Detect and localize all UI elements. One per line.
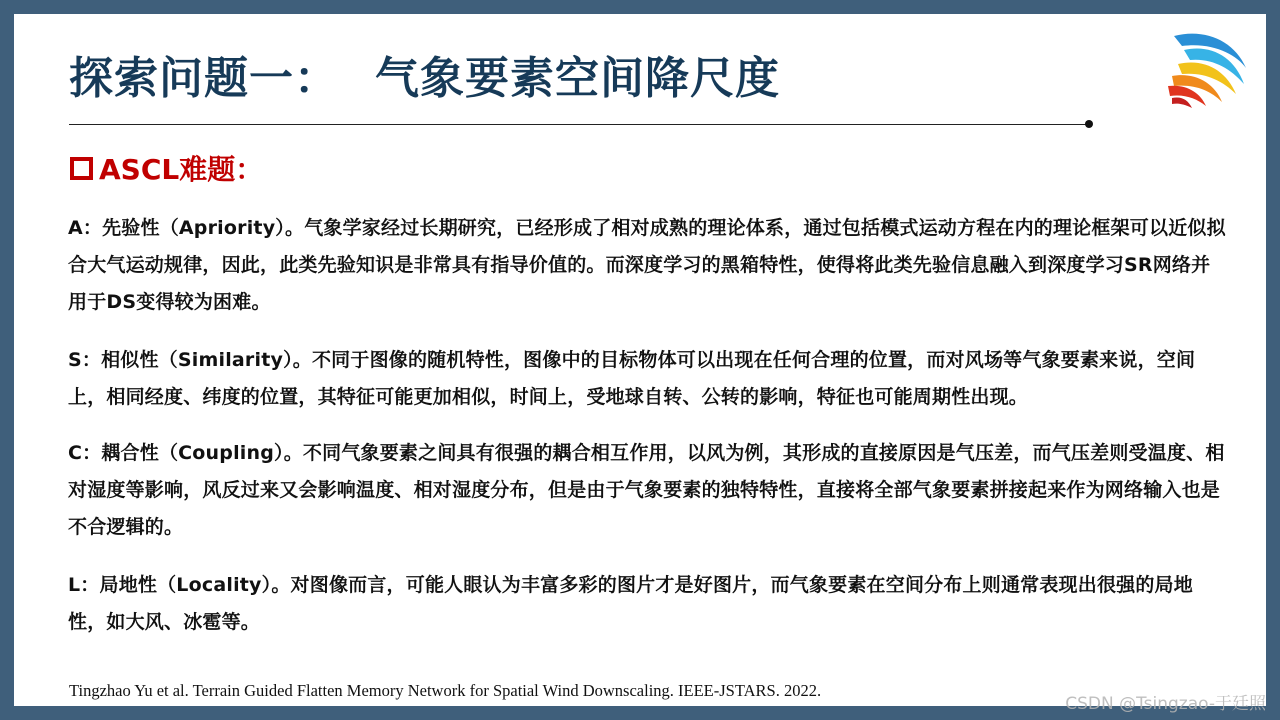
reference-citation: Tingzhao Yu et al. Terrain Guided Flatten Memory Network for Spatial Wind Downscaling. IEEE-JSTARS. 2022.: [69, 681, 822, 700]
slide: [14, 14, 1266, 706]
paragraph-similarity: S：相似性（Similarity）。不同于图像的随机特性，图像中的目标物体可以出现在任何合理的位置，而对风场等气象要素来说，空间上，相同经度、纬度的位置，其特征可能更加相似，时间上，受地球自转、公转的影响，特征也可能周期性出现。: [68, 349, 1196, 408]
subheading-text: ASCL难题：: [99, 153, 264, 186]
paragraph-coupling: C：耦合性（Coupling）。不同气象要素之间具有很强的耦合相互作用，以风为例，其形成的直接原因是气压差，而气压差则受温度、相对湿度等影响，风反过来又会影响温度、相对湿度分布，但是由于气象要素的独特特性，直接将全部气象要素拼接起来作为网络输入也是不合逻辑的。: [68, 442, 1225, 538]
subheading: [70, 148, 263, 188]
slide-title-topic: 气象要素空间降尺度: [375, 53, 780, 104]
swirl-logo-icon: [1164, 28, 1254, 110]
slide-title-main: 探索问题一：: [69, 53, 339, 104]
hollow-square-bullet-icon: [70, 157, 93, 180]
title-divider: [69, 124, 1089, 125]
slide-title: [69, 42, 780, 106]
watermark: CSDN @Tsingzao-于廷照: [1065, 694, 1266, 714]
paragraph-locality: L：局地性（Locality）。对图像而言，可能人眼认为丰富多彩的图片才是好图片，而气象要素在空间分布上则通常表现出很强的局地性，如大风、冰雹等。: [68, 574, 1193, 633]
paragraph-apriority: A：先验性（Apriority）。气象学家经过长期研究，已经形成了相对成熟的理论体系，通过包括模式运动方程在内的理论框架可以近似拟合大气运动规律，因此，此类先验知识是非常具有指导价值的。而深度学习的黑箱特性，使得将此类先验信息融入到深度学习SR网络并用于DS变得较为困难。: [68, 217, 1226, 313]
divider-end-dot: [1085, 120, 1093, 128]
